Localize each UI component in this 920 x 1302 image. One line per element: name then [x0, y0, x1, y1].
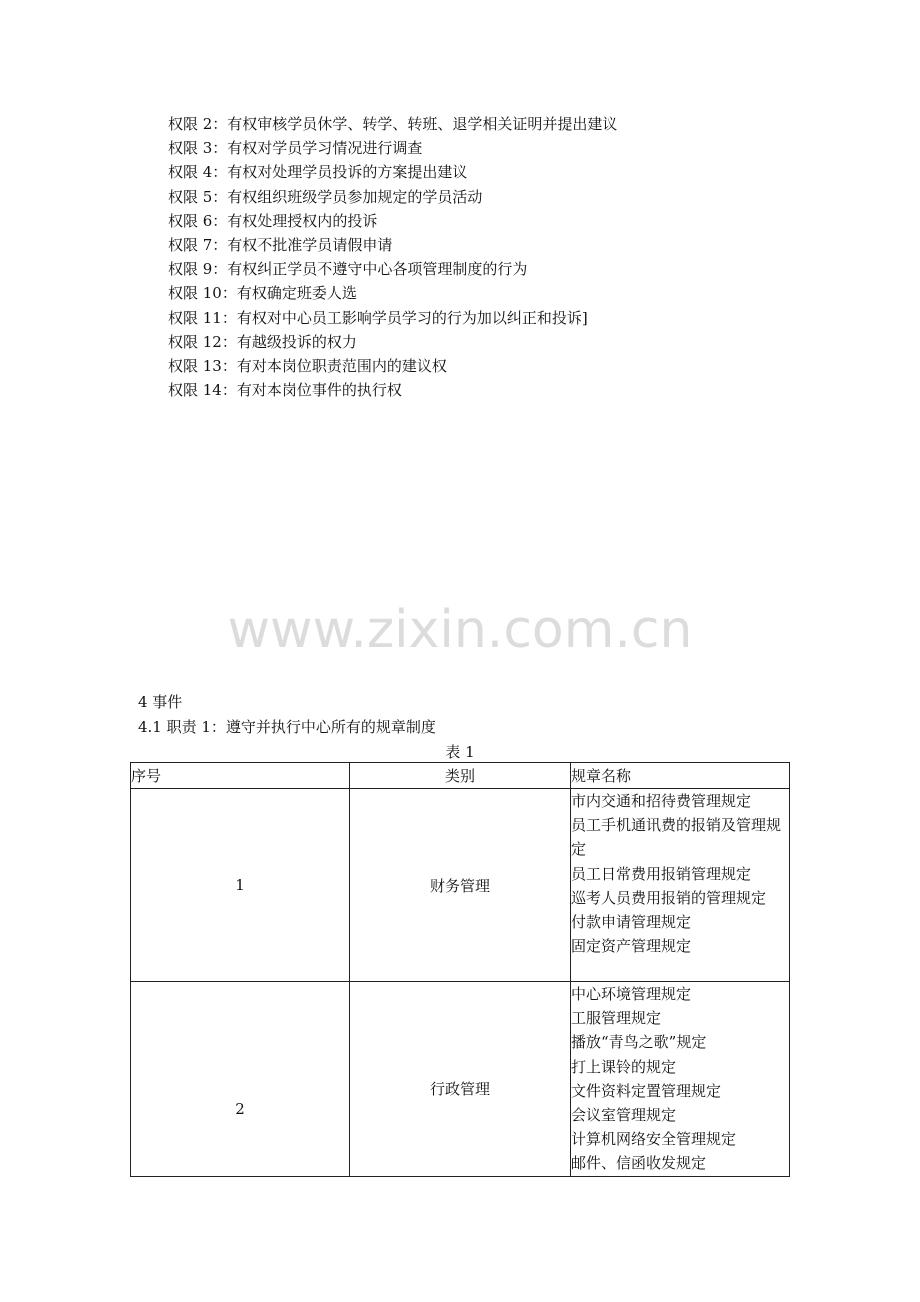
permission-item: 权限 10：有权确定班委人选	[168, 284, 357, 303]
rule-names-cell	[571, 789, 790, 982]
section-subheading: 4.1 职责 1：遵守并执行中心所有的规章制度	[138, 718, 436, 736]
permission-item: 权限 11：有权对中心员工影响学员学习的行为加以纠正和投诉]	[168, 308, 588, 327]
permission-item: 权限 7：有权不批准学员请假申请	[168, 235, 393, 254]
permissions-list	[168, 112, 617, 402]
rule-name: 中心环境管理规定	[571, 985, 692, 1003]
rule-name: 工服管理规定	[571, 1009, 662, 1028]
table-caption: 表 1	[445, 743, 475, 761]
rule-name: 打上课铃的规定	[571, 1057, 677, 1076]
rule-name: 会议室管理规定	[571, 1106, 677, 1125]
row-number: 1	[131, 789, 350, 982]
rule-name: 邮件、信函收发规定	[571, 1154, 707, 1173]
permission-item: 权限 14：有对本岗位事件的执行权	[168, 381, 402, 400]
rule-name: 员工日常费用报销管理规定	[571, 864, 752, 883]
permission-item: 权限 4：有权对处理学员投诉的方案提出建议	[168, 163, 468, 182]
permission-item: 权限 9：有权纠正学员不遵守中心各项管理制度的行为	[168, 260, 528, 279]
permission-item: 权限 6：有权处理授权内的投诉	[168, 211, 378, 230]
header-no: 序号	[131, 763, 350, 789]
rule-name: 市内交通和招待费管理规定	[571, 792, 752, 810]
section-heading: 4 事件	[138, 693, 183, 711]
permission-item: 权限 13：有对本岗位职责范围内的建议权	[168, 356, 447, 375]
rule-name: 计算机网络安全管理规定	[571, 1130, 737, 1149]
permission-item: 权限 12：有越级投诉的权力	[168, 332, 357, 351]
header-category: 类别	[350, 763, 571, 789]
row-number: 2	[131, 982, 350, 1177]
rule-names-cell	[571, 982, 790, 1177]
permission-item: 权限 5：有权组织班级学员参加规定的学员活动	[168, 187, 483, 206]
rules-table	[130, 762, 790, 1177]
rule-name: 员工手机通讯费的报销及管理规定	[571, 816, 782, 859]
rule-name: 播放“青鸟之歌”规定	[571, 1033, 707, 1052]
table-row	[131, 982, 790, 1177]
rule-name: 文件资料定置管理规定	[571, 1081, 722, 1100]
rule-name: 固定资产管理规定	[571, 937, 692, 956]
permission-item: 权限 3：有权对学员学习情况进行调查	[168, 139, 423, 158]
rule-name: 付款申请管理规定	[571, 913, 692, 932]
permission-item: 权限 2：有权审核学员休学、转学、转班、退学相关证明并提出建议	[168, 115, 618, 133]
rule-name: 巡考人员费用报销的管理规定	[571, 888, 767, 907]
row-category: 财务管理	[350, 789, 571, 982]
header-name: 规章名称	[571, 763, 790, 789]
table-row	[131, 789, 790, 982]
row-category: 行政管理	[350, 982, 571, 1177]
watermark: www.zixin.com.cn	[227, 600, 693, 660]
table-header-row	[131, 763, 790, 789]
